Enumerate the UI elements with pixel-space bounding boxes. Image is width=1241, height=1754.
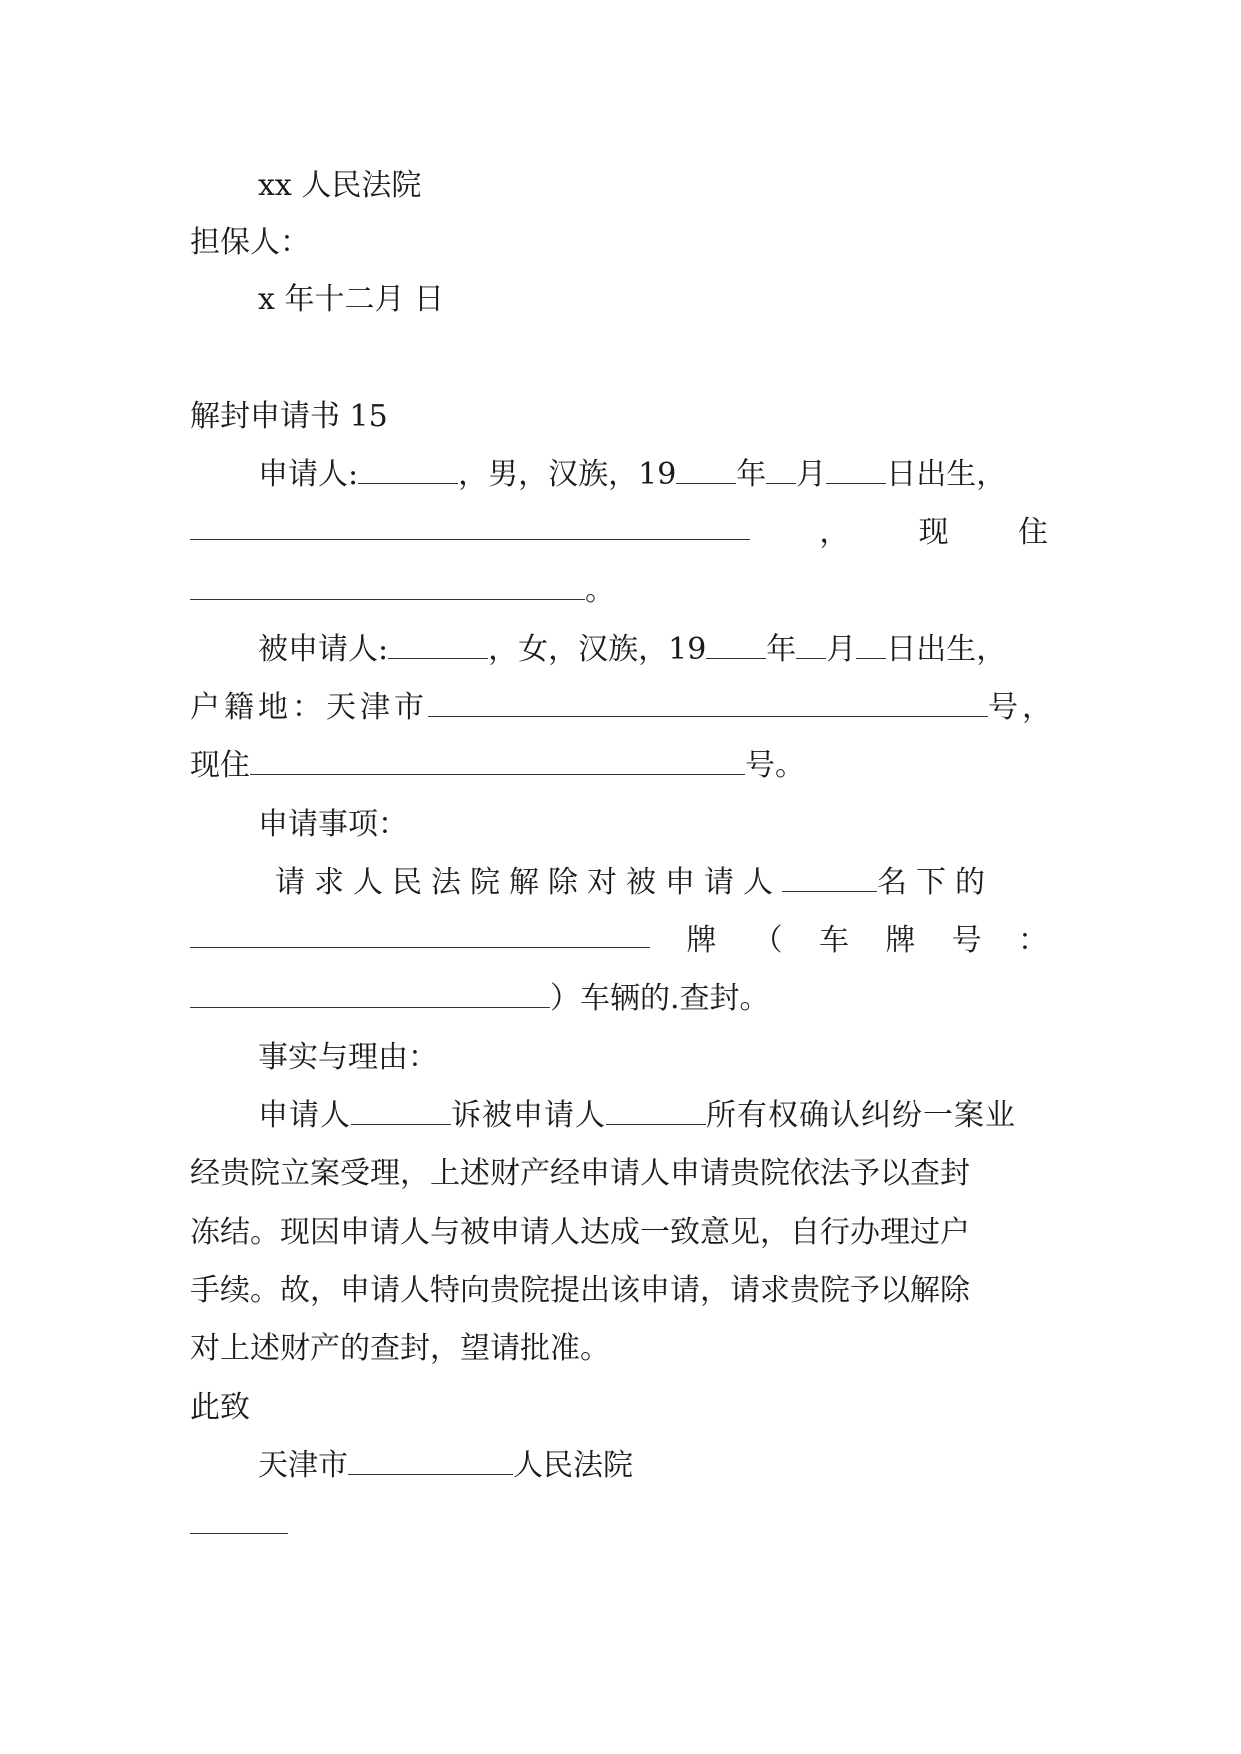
address-blank	[190, 513, 750, 540]
brand-blank	[190, 921, 650, 948]
name-blank	[351, 1098, 451, 1125]
year-blank	[706, 632, 766, 659]
respondent-hukou-line	[190, 688, 1056, 728]
month-blank	[766, 457, 796, 484]
facts-line-5: 对上述财产的查封，望请批准。	[190, 1331, 610, 1366]
hukou-blank	[428, 690, 988, 717]
day-label: 日出生，	[886, 632, 1007, 667]
residence-blank	[250, 748, 745, 775]
court-line: xx 人民法院	[258, 168, 422, 203]
day-blank	[856, 632, 886, 659]
residence-blank	[190, 573, 585, 600]
applicant-address-line	[190, 513, 1048, 553]
char: 车	[818, 923, 849, 958]
respondent-gender: ，女，汉族，19	[488, 632, 707, 667]
respondent-line	[258, 630, 1006, 670]
matters-text: 名下的	[877, 865, 994, 900]
month-label: 月	[826, 632, 857, 667]
matters-line-2	[190, 921, 1048, 961]
respondent-label: 被申请人:	[258, 632, 389, 667]
char: 牌	[885, 923, 916, 958]
year-label: 年	[766, 632, 797, 667]
court-suffix: 人民法院	[513, 1448, 633, 1483]
applicant-label: 申请人:	[258, 457, 359, 492]
hao-label: 号。	[745, 748, 805, 783]
name-blank	[388, 632, 488, 659]
reside-char: 住	[1017, 515, 1048, 550]
court-address-line	[258, 1446, 633, 1486]
date-line: x 年十二月 日	[258, 282, 444, 317]
matters-line-3	[190, 979, 770, 1019]
month-blank	[796, 632, 826, 659]
char: ：	[1017, 923, 1048, 958]
reside-char: 现	[918, 515, 949, 550]
facts-line-3: 冻结。现因申请人与被申请人达成一致意见，自行办理过户	[190, 1215, 970, 1250]
name-blank	[782, 865, 877, 892]
signature-rule	[190, 1533, 288, 1534]
facts-text: 申请人	[258, 1098, 351, 1133]
court-blank	[348, 1448, 513, 1475]
name-blank	[606, 1098, 706, 1125]
day-label: 日出生，	[886, 457, 1007, 492]
applicant-line	[258, 455, 1006, 495]
salutation: 此致	[190, 1390, 250, 1425]
matters-line-1	[275, 863, 994, 903]
hao-label: 号，	[988, 690, 1056, 725]
matters-text: ）车辆的.查封。	[550, 981, 770, 1016]
hukou-label: 户籍地：天津市	[190, 690, 428, 725]
year-label: 年	[736, 457, 767, 492]
plate-blank	[190, 981, 550, 1008]
year-blank	[676, 457, 736, 484]
facts-heading: 事实与理由：	[258, 1040, 438, 1075]
applicant-gender: ，男，汉族，19	[458, 457, 677, 492]
char: 号	[951, 923, 982, 958]
facts-line-4: 手续。故，申请人特向贵院提出该申请，请求贵院予以解除	[190, 1273, 970, 1308]
matters-text: 请求人民法院解除对被申请人	[275, 865, 782, 900]
month-label: 月	[796, 457, 827, 492]
reside-label: 现住	[190, 748, 250, 783]
comma: ，	[819, 515, 850, 550]
guarantor-line: 担保人：	[190, 225, 310, 260]
applicant-residence-line	[190, 571, 615, 611]
char: （	[752, 923, 783, 958]
facts-line-2: 经贵院立案受理，上述财产经申请人申请贵院依法予以查封	[190, 1156, 970, 1191]
facts-text: 诉被申请人	[451, 1098, 606, 1133]
matters-heading: 申请事项：	[258, 807, 408, 842]
document-title: 解封申请书 15	[190, 399, 388, 434]
respondent-residence-line	[190, 746, 805, 786]
court-prefix: 天津市	[258, 1448, 348, 1483]
period: 。	[585, 573, 615, 608]
char: 牌	[686, 923, 717, 958]
facts-text: 所有权确认纠纷一案业	[706, 1098, 1016, 1133]
day-blank	[826, 457, 886, 484]
name-blank	[358, 457, 458, 484]
facts-line-1	[258, 1096, 1016, 1136]
